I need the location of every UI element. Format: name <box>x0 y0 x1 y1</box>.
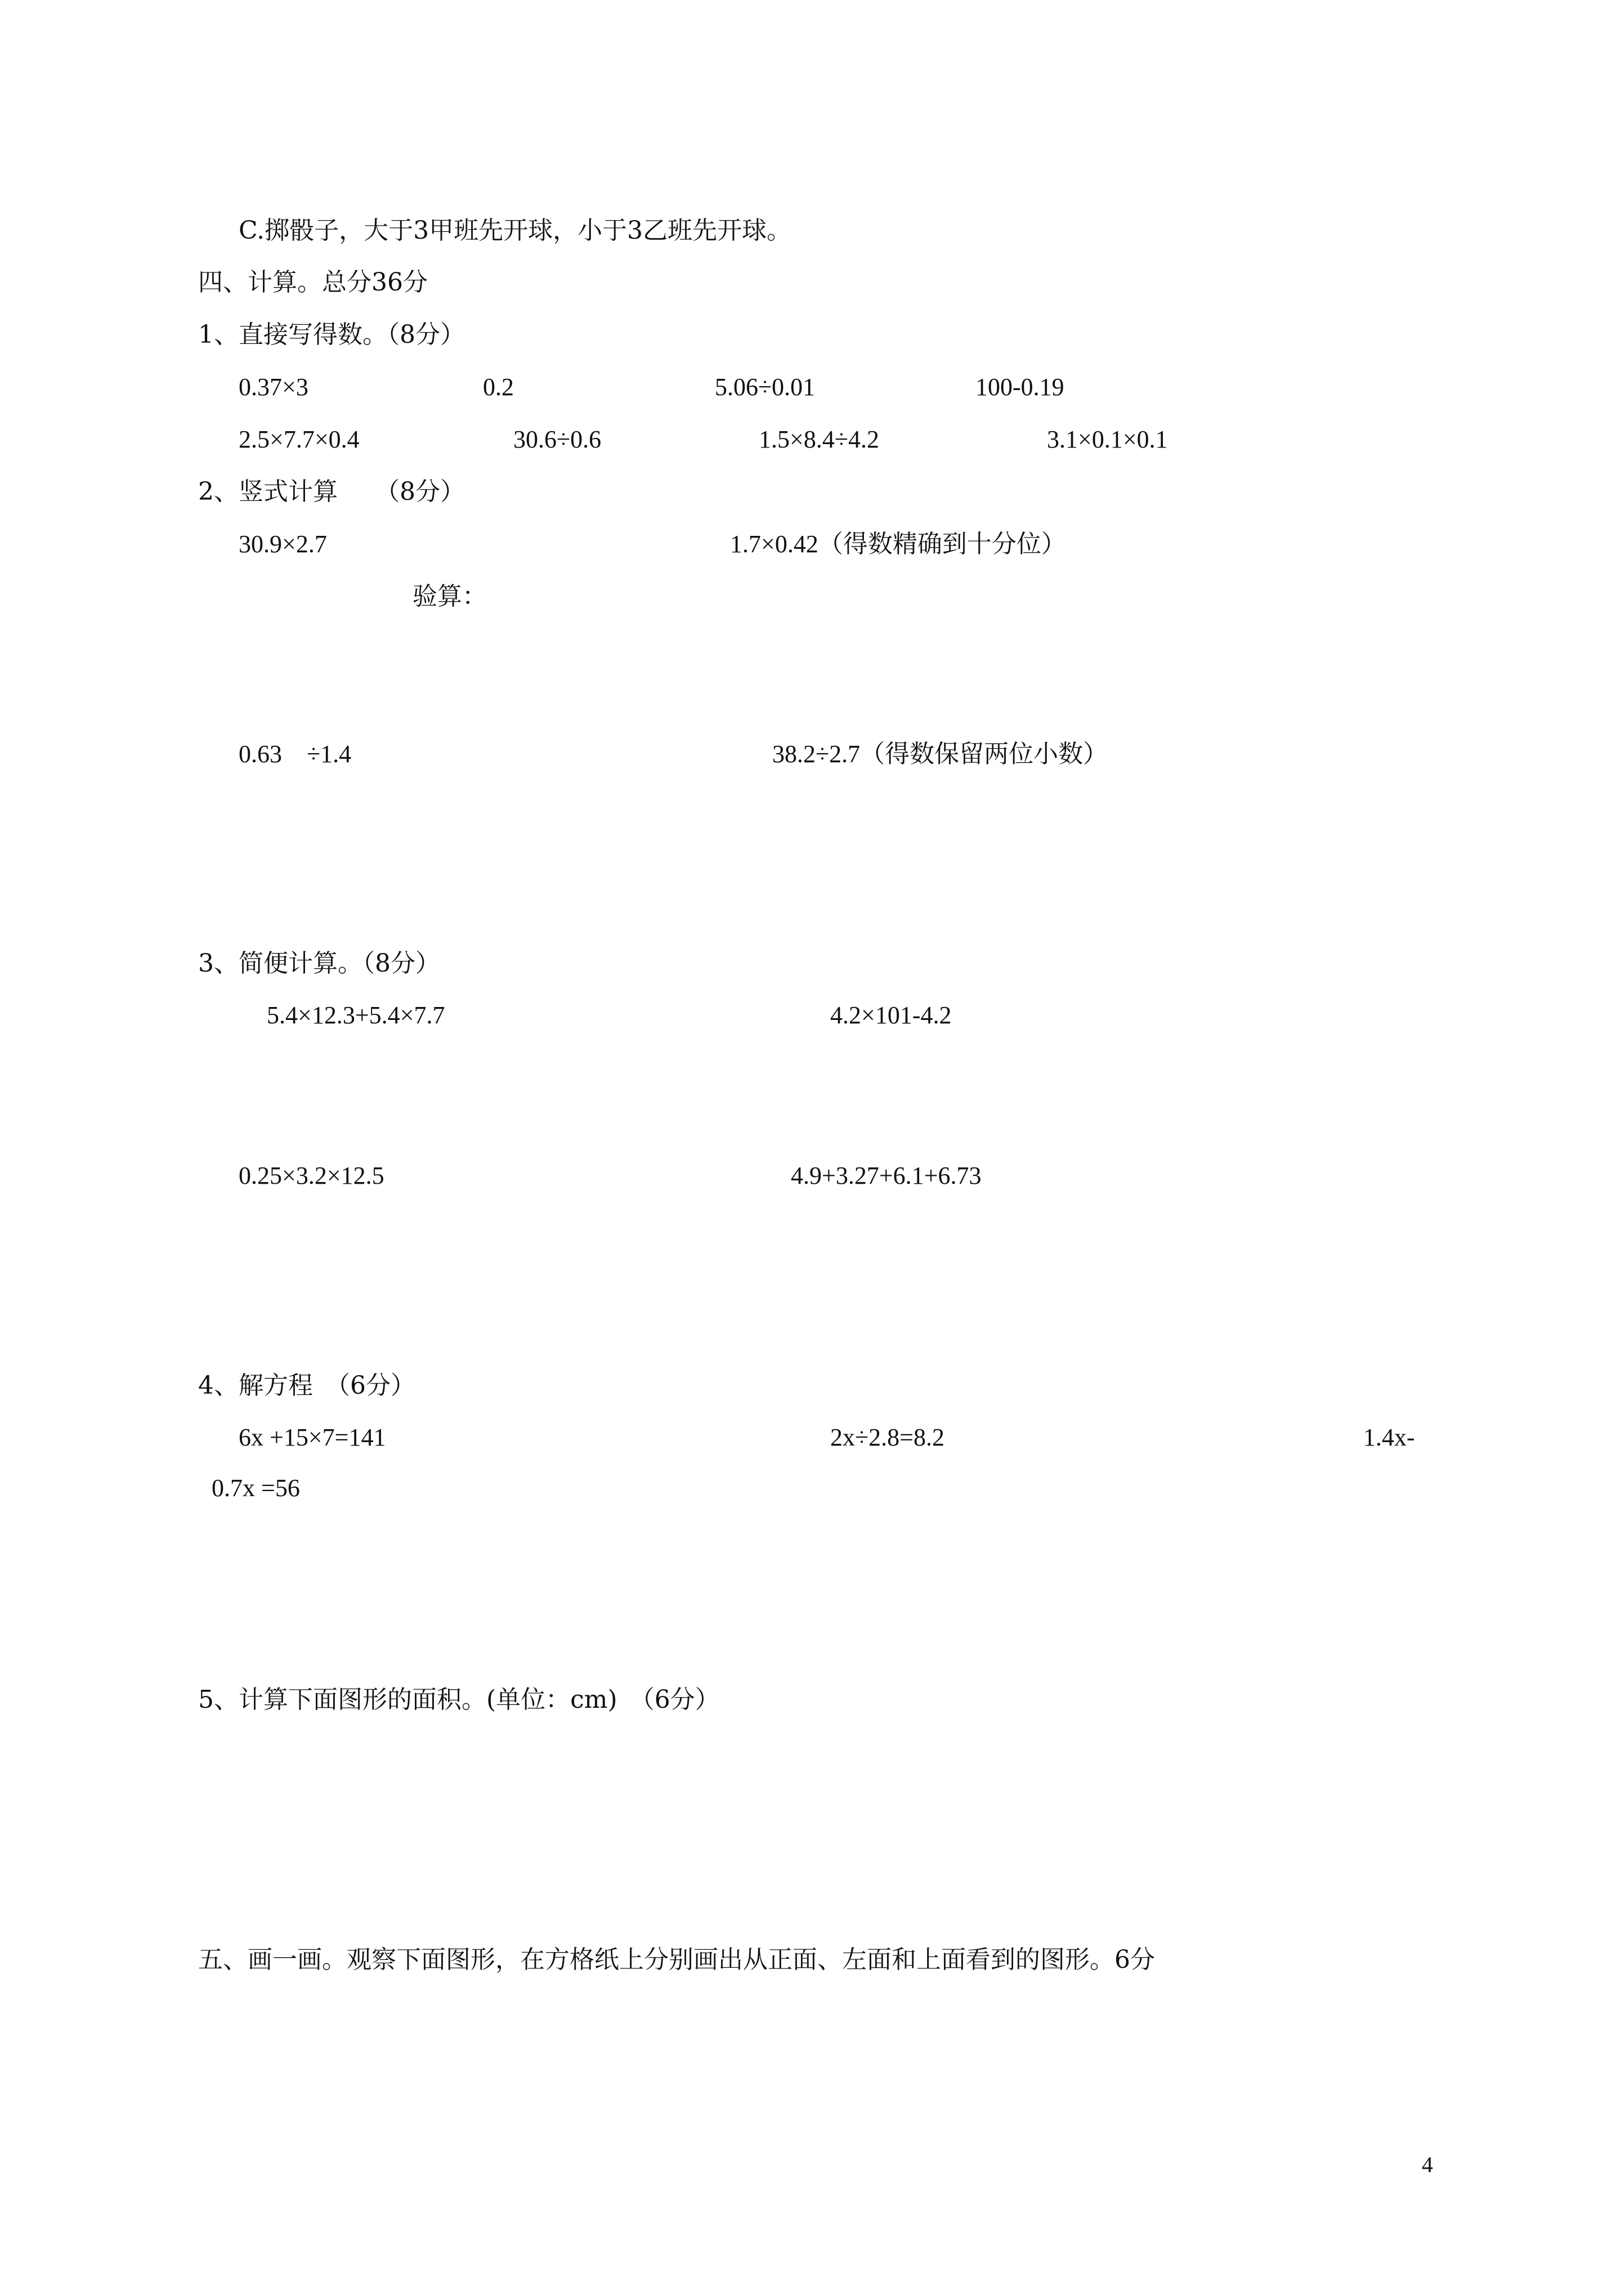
q1-item: 2.5×7.7×0.4 <box>239 426 360 453</box>
q1-item: 0.2 <box>483 373 514 401</box>
q4-item: 0.7x =56 <box>212 1474 300 1502</box>
q4-title: 4、解方程 （6分） <box>198 1371 415 1400</box>
section-4-title: 四、计算。总分36分 <box>198 268 428 297</box>
q4-item: 1.4x- <box>1363 1424 1415 1451</box>
q1-item: 1.5×8.4÷4.2 <box>759 426 879 453</box>
q1-title: 1、直接写得数。（8分） <box>198 320 465 349</box>
option-c-line: C.掷骰子，大于3甲班先开球，小于3乙班先开球。 <box>239 216 792 245</box>
q1-item: 0.37×3 <box>239 373 308 401</box>
verification-label: 验算： <box>413 582 487 611</box>
q3-item: 4.2×101-4.2 <box>830 1001 952 1029</box>
q3-item: 5.4×12.3+5.4×7.7 <box>267 1001 445 1029</box>
section-5-title: 五、画一画。观察下面图形，在方格纸上分别画出从正面、左面和上面看到的图形。6分 <box>198 1945 1155 1974</box>
q4-item: 2x÷2.8=8.2 <box>830 1424 944 1451</box>
q3-title: 3、简便计算。（8分） <box>198 949 440 978</box>
q3-item: 0.25×3.2×12.5 <box>239 1162 384 1189</box>
q4-item: 6x +15×7=141 <box>239 1424 386 1451</box>
q1-item: 100-0.19 <box>975 373 1064 401</box>
q5-title: 5、计算下面图形的面积。(单位：cm) （6分） <box>198 1685 720 1714</box>
q2-item: 38.2÷2.7（得数保留两位小数） <box>772 740 1108 768</box>
q1-item: 30.6÷0.6 <box>513 426 602 453</box>
q3-item: 4.9+3.27+6.1+6.73 <box>791 1162 982 1189</box>
page-number: 4 <box>1422 2152 1433 2177</box>
q1-item: 5.06÷0.01 <box>715 373 816 401</box>
q1-item: 3.1×0.1×0.1 <box>1047 426 1168 453</box>
q2-item: 30.9×2.7 <box>239 530 327 558</box>
q2-item: 1.7×0.42（得数精确到十分位） <box>730 530 1066 558</box>
q2-title: 2、竖式计算 （8分） <box>198 477 465 506</box>
q2-item: 0.63 ÷1.4 <box>239 740 352 768</box>
